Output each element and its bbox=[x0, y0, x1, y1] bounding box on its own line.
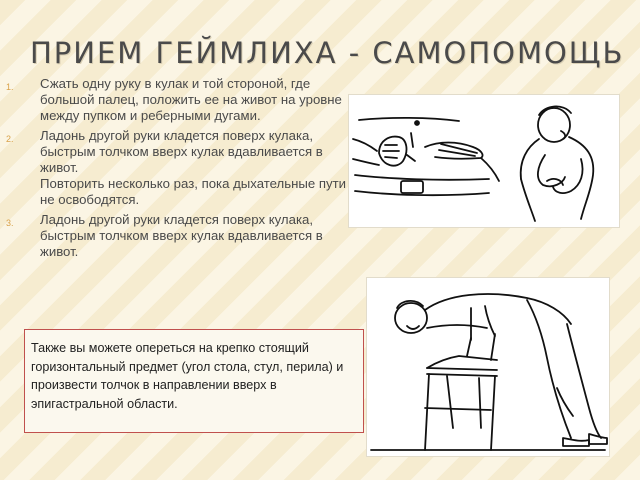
step-item-2 bbox=[2, 128, 347, 208]
step-text: Сжать одну руку в кулак и той стороной, где большой палец, положить ее на живот на уровне между пупком и реберными дугами. bbox=[40, 76, 342, 123]
slide-title: ПРИЕМ ГЕЙМЛИХА - САМОПОМОЩЬ bbox=[30, 36, 625, 70]
step-number: 2. bbox=[6, 134, 14, 144]
note-box: Также вы можете опереться на крепко стоящий горизонтальный предмет (угол стола, стул, перила) и произвести толчок в направлении вверх в эпигастральной области. bbox=[24, 329, 364, 433]
abdomen-thrust-illustration bbox=[349, 95, 619, 227]
step-item-3 bbox=[2, 212, 347, 260]
steps-list bbox=[2, 76, 347, 264]
self-heimlich-chair-drawing bbox=[367, 278, 609, 456]
step-number: 3. bbox=[6, 218, 14, 228]
self-heimlich-closeup-drawing bbox=[349, 95, 619, 227]
step-text: Ладонь другой руки кладется поверх кулака, быстрым толчком вверх кулак вдавливается в живот. bbox=[40, 212, 323, 259]
step-item-1 bbox=[2, 76, 347, 124]
step-text: Ладонь другой руки кладется поверх кулака, быстрым толчком вверх кулак вдавливается в живот. bbox=[40, 128, 323, 175]
step-number: 1. bbox=[6, 82, 14, 92]
step-extra-text: Повторить несколько раз, пока дыхательные пути не освободятся. bbox=[40, 176, 347, 207]
chair-thrust-illustration bbox=[367, 278, 609, 456]
